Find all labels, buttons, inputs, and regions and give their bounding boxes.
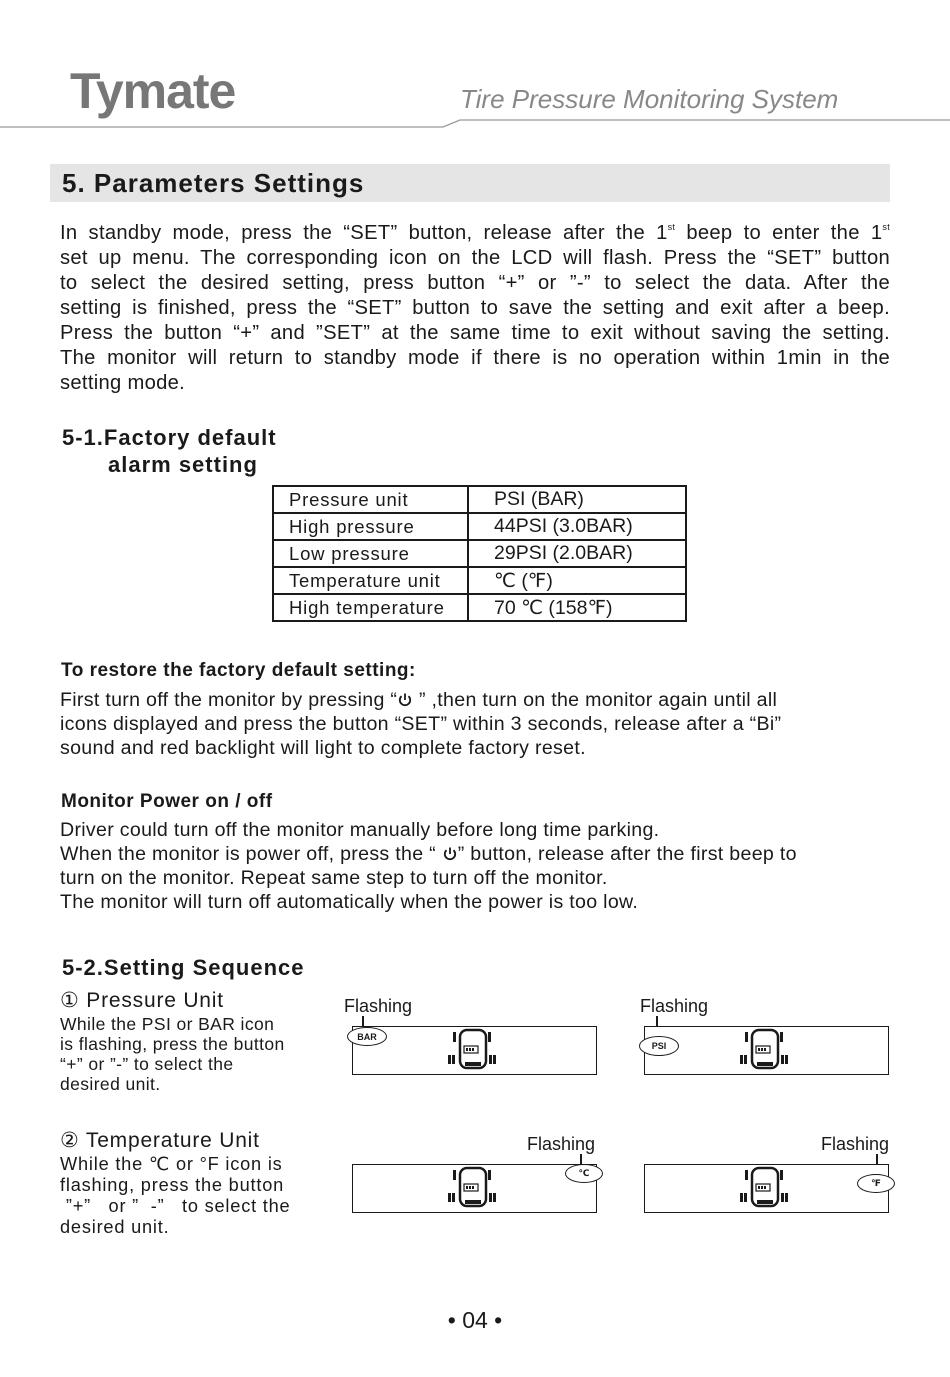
- flashing-label: Flashing: [640, 996, 709, 1016]
- table-row: Temperature unit ℃ (℉): [273, 567, 686, 594]
- intro-line: In standby mode, press the “SET” button, release after the 1st beep to enter the 1st: [60, 222, 890, 244]
- unit-icon-bar: BAR: [347, 1027, 387, 1046]
- power-paragraph: Driver could turn off the monitor manually before long time parking. When the monitor is power off, press the “ ” button, release after the first beep to turn on the monitor. Repeat same step to turn off the monitor. The monitor will turn off automatically when the power is too low.: [60, 819, 797, 913]
- header-divider: [0, 118, 950, 132]
- step-pressure-unit-desc: While the PSI or BAR icon is flashing, press the button “+” or ”-” to select the desired unit.: [60, 1014, 285, 1094]
- section-title: 5. Parameters Settings: [62, 168, 365, 198]
- car-tire-icon: [447, 1028, 501, 1070]
- section-title-bar: [50, 164, 890, 202]
- factory-default-table: [272, 485, 687, 622]
- flashing-label: Flashing: [344, 996, 413, 1016]
- car-tire-icon: [739, 1166, 793, 1208]
- car-tire-icon: [447, 1166, 501, 1208]
- restore-paragraph: First turn off the monitor by pressing “ ” ,then turn on the monitor again until all icons displayed and press the button “SET” within 3 seconds, release after a “Bi” sound and red backlight will light to complete factory reset.: [60, 689, 782, 759]
- setting-sequence-heading: 5-2.Setting Sequence: [62, 955, 305, 980]
- intro-paragraph: [60, 221, 890, 396]
- intro-line: setting is finished, press the “SET” button to save the setting and exit after a beep.: [60, 297, 890, 319]
- intro-line: set up menu. The corresponding icon on the LCD will flash. Press the “SET” button: [60, 247, 890, 269]
- intro-line: Press the button “+” and ”SET” at the same time to exit without saving the setting.: [60, 322, 890, 344]
- intro-line: to select the desired setting, press button “+” or ”-” to select the data. After the: [60, 272, 890, 294]
- step-pressure-unit-title: ① Pressure Unit: [60, 989, 224, 1012]
- unit-icon-celsius: ℃: [565, 1164, 603, 1183]
- power-icon: [397, 692, 413, 708]
- step-temperature-unit-desc: While the ℃ or °F icon is flashing, press the button ”+” or ” -” to select the desired unit.: [60, 1154, 291, 1237]
- table-row: Low pressure 29PSI (2.0BAR): [273, 540, 686, 567]
- restore-heading: To restore the factory default setting:: [61, 660, 416, 681]
- table-row: High temperature 70 ℃ (158℉): [273, 594, 686, 621]
- page-number: • 04 •: [447, 1307, 503, 1333]
- car-tire-icon: [739, 1028, 793, 1070]
- unit-icon-psi: PSI: [639, 1036, 679, 1056]
- intro-line: The monitor will return to standby mode if there is no operation within 1min in the: [60, 347, 890, 369]
- step-temperature-unit-title: ② Temperature Unit: [60, 1129, 260, 1152]
- intro-line: setting mode.: [60, 372, 186, 394]
- document-subtitle: Tire Pressure Monitoring System: [460, 84, 839, 114]
- flashing-label: Flashing: [821, 1134, 890, 1154]
- power-icon: [442, 846, 458, 862]
- brand-logo: Tymate: [70, 63, 236, 119]
- table-row: High pressure 44PSI (3.0BAR): [273, 513, 686, 540]
- factory-default-heading: 5-1.Factory default alarm setting: [62, 425, 277, 477]
- table-row: Pressure unit PSI (BAR): [273, 486, 686, 513]
- flashing-label: Flashing: [527, 1134, 596, 1154]
- unit-icon-fahrenheit: ℉: [857, 1174, 895, 1193]
- power-heading: Monitor Power on / off: [61, 791, 273, 812]
